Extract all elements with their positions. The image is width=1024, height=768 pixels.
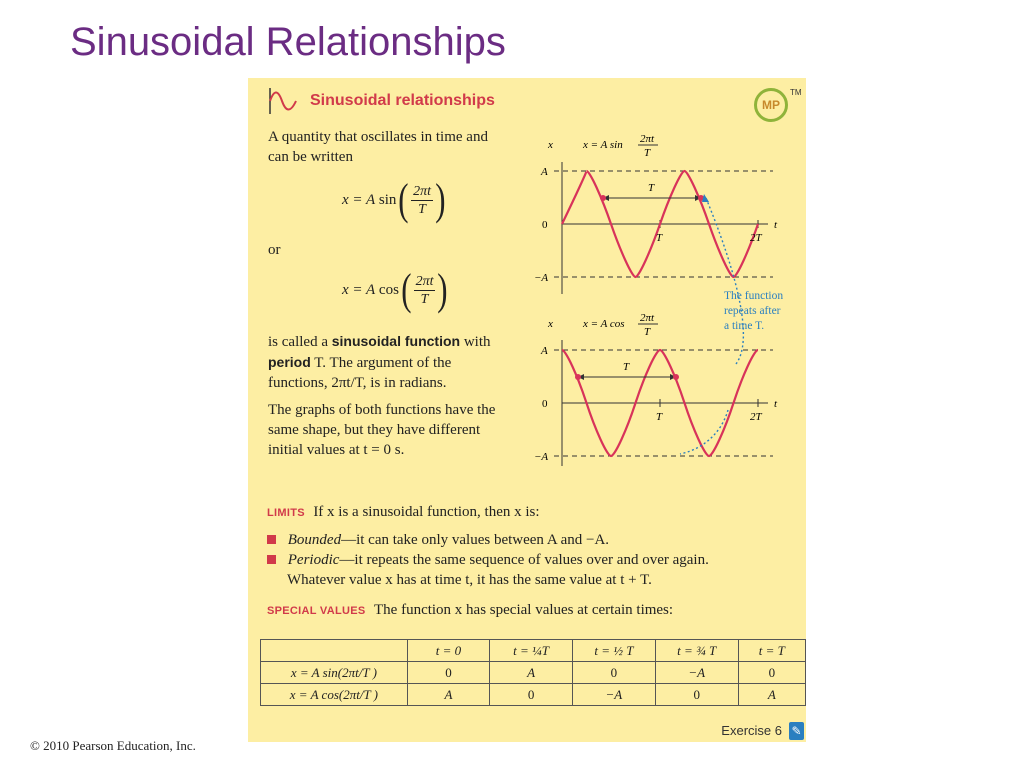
eq-num: 2πt (415, 273, 434, 289)
table-header-cell: t = ¼T (490, 640, 573, 662)
bullet-square-icon (267, 555, 276, 564)
table-row (261, 684, 806, 706)
annotation-text (724, 289, 783, 334)
cos-graph (534, 312, 778, 466)
table-cell: 0 (655, 684, 738, 706)
cos-eq-den: T (644, 326, 651, 338)
eq-fn: cos (378, 281, 399, 298)
bullet-bounded (267, 530, 792, 550)
table-cell: A (490, 662, 573, 684)
table-cell: −A (655, 662, 738, 684)
equation-cos: x = A cos ( $\frac{2\pi t}{T}$ ) (342, 265, 448, 314)
periodic-term: Periodic (287, 552, 340, 568)
sin-y-top: A (541, 166, 548, 178)
table-cell: x = A sin(2πt/T ) (261, 662, 408, 684)
special-values-text: The function x has special values at certain times: (374, 602, 674, 618)
called-a: is called a (268, 334, 332, 350)
eq-fn: sin (378, 191, 397, 208)
cos-tick-2T: 2T (750, 411, 762, 423)
sine-wave-icon (266, 86, 300, 116)
slide-title: Sinusoidal Relationships (70, 20, 506, 64)
limits-section (267, 502, 540, 522)
term-period: period (268, 354, 311, 370)
bounded-term: Bounded (287, 532, 342, 548)
cos-axis-label: x (548, 318, 553, 330)
table-header-cell: t = 0 (407, 640, 489, 662)
sin-axis-label: x (548, 139, 553, 151)
bullet-square-icon (267, 535, 276, 544)
graphs-line-3: initial values at t = 0 s. (268, 442, 405, 458)
mp-logo: MP (754, 88, 788, 122)
sin-t-axis: t (774, 219, 778, 231)
trademark: TM (790, 88, 802, 97)
copyright-text: © 2010 Pearson Education, Inc. (30, 738, 196, 753)
table-cell: −A (572, 684, 655, 706)
term-sinusoidal-function: sinusoidal function (331, 333, 461, 349)
equation-sin: x = A sin ( $\frac{2\pi t}{T}$ ) (342, 175, 446, 224)
cos-tick-T: T (656, 411, 663, 423)
sin-period-label: T (648, 182, 655, 194)
annotation-arrow-bottom (680, 410, 728, 454)
cos-period-label: T (623, 361, 630, 373)
special-values-label: SPECIAL VALUES (267, 605, 366, 617)
annotation-line-2: repeats after (724, 305, 781, 317)
or-text: or (268, 242, 281, 258)
intro-line-1: A quantity that oscillates in time and (268, 129, 488, 145)
cos-eq-label: x = A cos (583, 318, 625, 330)
exercise-link[interactable]: Exercise 6 (721, 723, 782, 738)
period-rest: T. The argument of the (310, 355, 452, 371)
functions-line: functions, 2πt/T, is in radians. (268, 375, 447, 391)
annotation-line-3: a time T. (724, 320, 765, 332)
table-cell: A (407, 684, 489, 706)
special-values-section (267, 600, 673, 620)
sin-eq-label: x = A sin (583, 139, 623, 151)
table-header-row (261, 640, 806, 662)
cos-y-bottom: −A (534, 451, 549, 463)
sin-eq-den: T (644, 147, 651, 159)
periodic-text: —it repeats the same sequence of values over and over again. (339, 552, 709, 568)
cos-eq-num: 2πt (640, 312, 655, 324)
eq-num: 2πt (413, 183, 431, 199)
box-title: Sinusoidal relationships (310, 92, 495, 109)
sin-y-zero: 0 (542, 219, 548, 231)
sin-tick-T: T (656, 232, 663, 244)
graphs-line-1: The graphs of both functions have the (268, 402, 496, 418)
table-cell: 0 (738, 662, 805, 684)
table-header-cell: t = T (738, 640, 805, 662)
bounded-text: —it can take only values between A and −A. (341, 532, 610, 548)
table-cell: 0 (490, 684, 573, 706)
sin-eq-num: 2πt (640, 133, 655, 145)
eq-lhs: x = A (342, 191, 376, 208)
definition-text (268, 331, 528, 393)
table-cell: 0 (407, 662, 489, 684)
periodic-text-line-2: Whatever value x has at time t, it has the same value at t + T. (287, 572, 652, 588)
sin-y-bottom: −A (534, 272, 549, 284)
table-row (261, 662, 806, 684)
table-header-cell (261, 640, 408, 662)
intro-text (268, 127, 488, 167)
limits-bullets (267, 530, 792, 590)
special-values-table (260, 639, 806, 706)
eq-den: T (420, 291, 429, 307)
table-cell: x = A cos(2πt/T ) (261, 684, 408, 706)
with-text: with (460, 334, 491, 350)
table-header-cell: t = ½ T (572, 640, 655, 662)
cos-t-axis: t (774, 398, 778, 410)
table-cell: A (738, 684, 805, 706)
cos-y-zero: 0 (542, 398, 548, 410)
bullet-periodic (267, 550, 792, 570)
limits-text: If x is a sinusoidal function, then x is: (313, 504, 540, 520)
table-cell: 0 (572, 662, 655, 684)
eq-den: T (418, 201, 426, 217)
content-box (248, 78, 806, 742)
eq-lhs: x = A (342, 281, 376, 298)
annotation-arrow-top (706, 198, 743, 364)
table-header-cell: t = ¾ T (655, 640, 738, 662)
annotation-line-1: The function (724, 290, 784, 302)
graphs-line-2: same shape, but they have different (268, 422, 481, 438)
graphs-text (268, 400, 528, 460)
intro-line-2: can be written (268, 149, 353, 165)
pencil-icon[interactable]: ✎ (789, 722, 804, 740)
limits-label: LIMITS (267, 507, 305, 519)
sin-graph (534, 133, 778, 294)
sin-tick-2T: 2T (750, 232, 762, 244)
cos-y-top: A (541, 345, 548, 357)
